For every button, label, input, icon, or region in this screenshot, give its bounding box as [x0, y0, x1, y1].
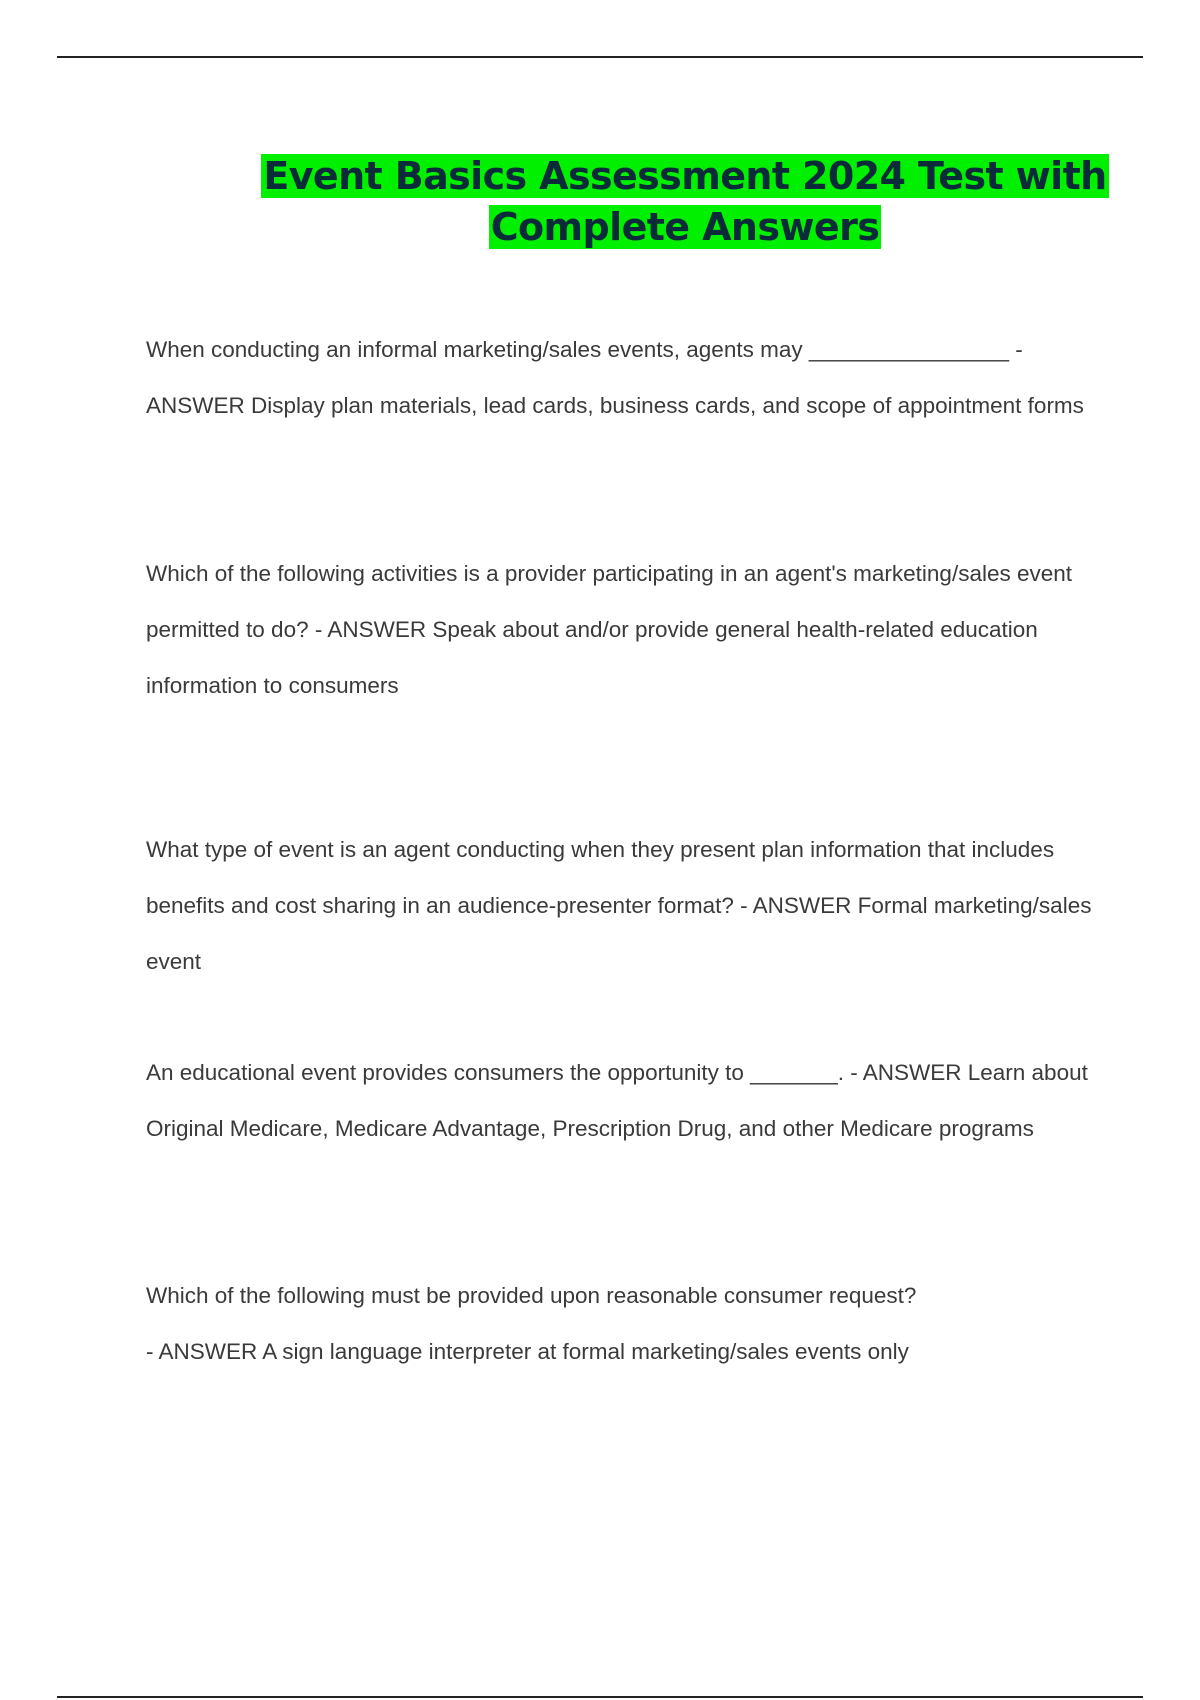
qa-item-1	[146, 322, 1096, 434]
document-title	[250, 151, 1120, 253]
question-3: What type of event is an agent conducting when they present plan information that includes benefits and cost sharing in an audience-presenter format?	[146, 837, 1061, 918]
qa-item-4	[146, 1045, 1096, 1157]
title-line-2: Complete Answers	[490, 205, 880, 249]
answer-1: ANSWER Display plan materials, lead cards, business cards, and scope of appointment forms	[146, 393, 1084, 418]
qa-item-3	[146, 822, 1096, 990]
answer-2: - ANSWER Speak about and/or provide general health-related education information to consumers	[146, 617, 1045, 698]
title-line-1: Event Basics Assessment 2024 Test with	[263, 154, 1107, 198]
top-divider	[57, 56, 1143, 58]
question-4: An educational event provides consumers the opportunity to _______.	[146, 1060, 844, 1085]
bottom-divider	[57, 1696, 1143, 1698]
question-5: Which of the following must be provided upon reasonable consumer request?	[146, 1283, 917, 1308]
question-2: Which of the following activities is a provider participating in an agent's marketing/sales event permitted to do?	[146, 561, 1079, 642]
answer-5: - ANSWER A sign language interpreter at formal marketing/sales events only	[146, 1339, 909, 1364]
qa-item-2	[146, 546, 1096, 714]
answer-3: - ANSWER Formal marketing/sales event	[146, 893, 1098, 974]
answer-4: - ANSWER Learn about Original Medicare, Medicare Advantage, Prescription Drug, and other Medicare programs	[146, 1060, 1095, 1141]
qa-item-5	[146, 1268, 1096, 1380]
question-1: When conducting an informal marketing/sales events, agents may ________________ -	[146, 337, 1023, 362]
